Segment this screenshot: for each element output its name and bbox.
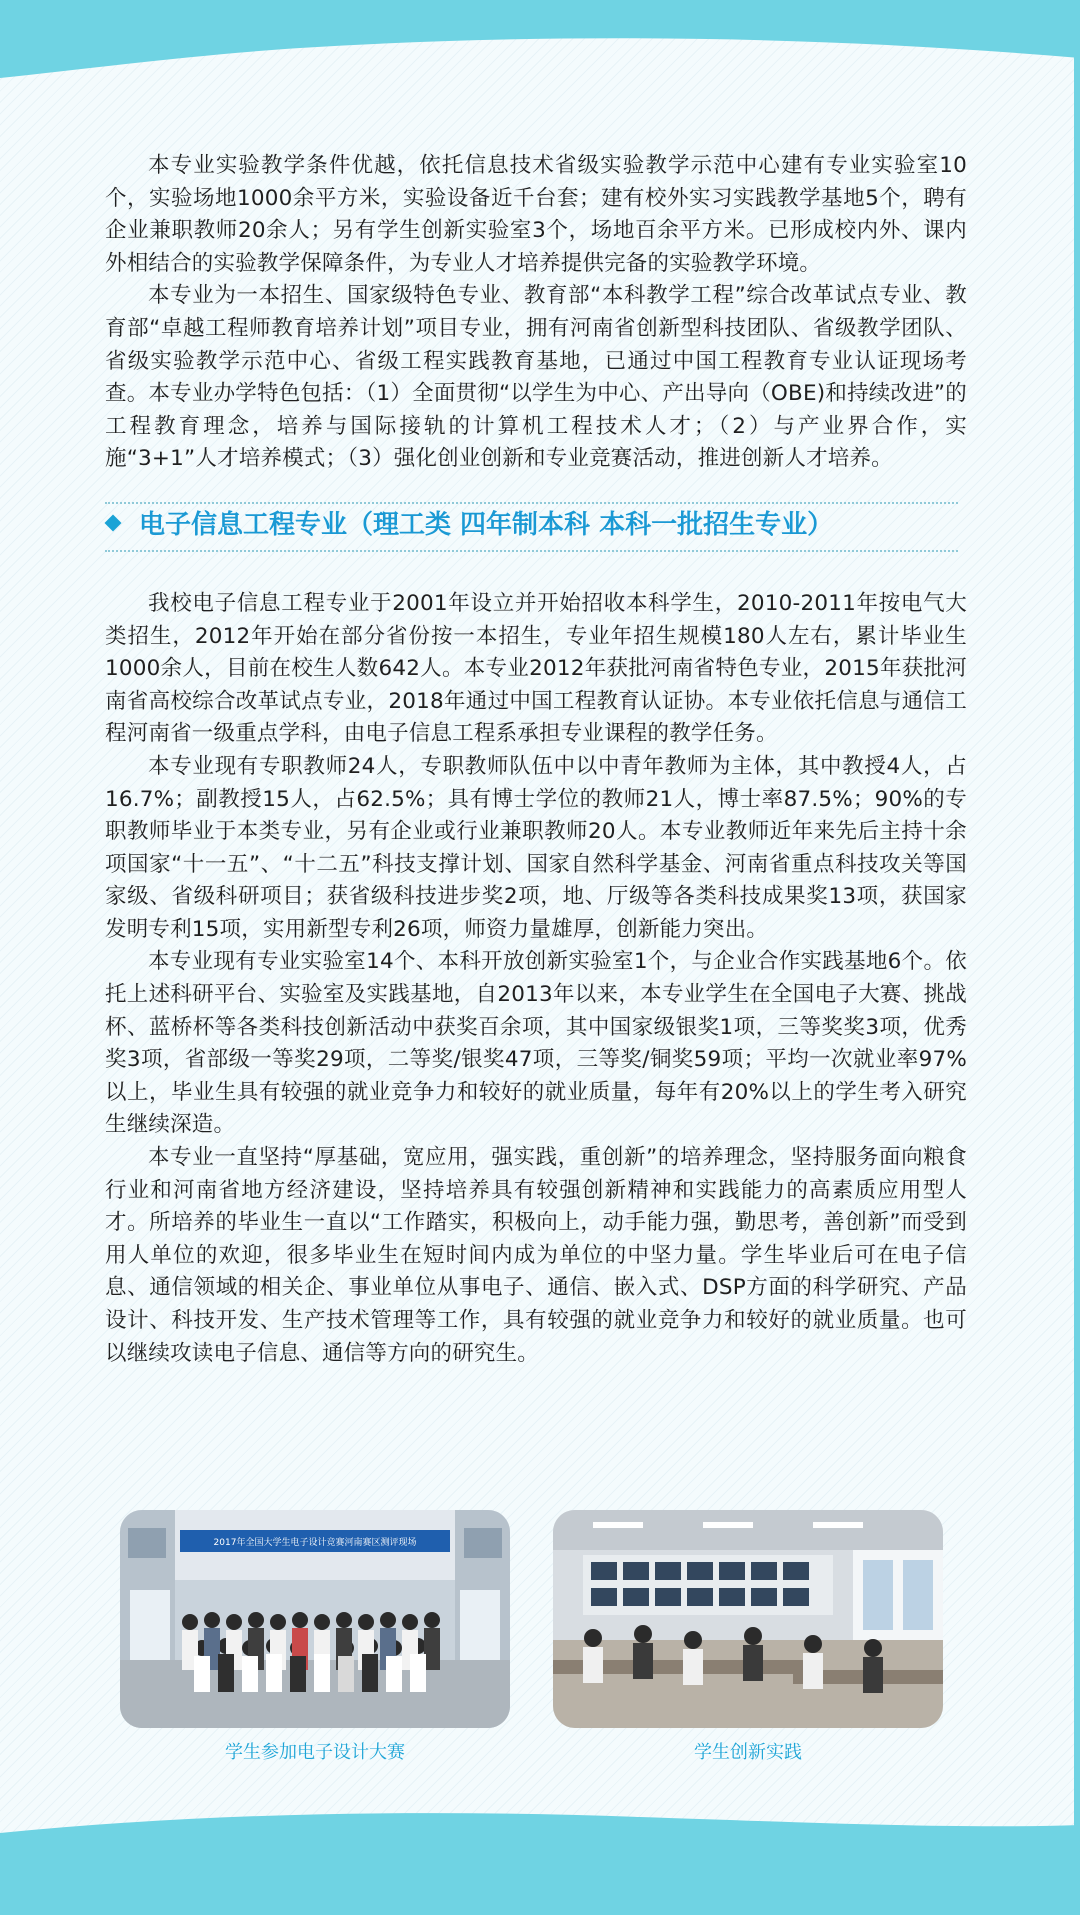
bottom-wave-band xyxy=(0,1795,1080,1915)
page-content xyxy=(105,150,967,1370)
photo-innovation-lab xyxy=(553,1510,943,1728)
heading-dotted-rule-top xyxy=(105,502,958,504)
photo-gallery xyxy=(120,1510,940,1763)
section-title: 电子信息工程专业（理工类 四年制本科 本科一批招生专业） xyxy=(139,509,834,540)
competition-photo-illustration xyxy=(120,1510,510,1728)
photo-competition xyxy=(120,1510,510,1728)
intro-paragraph-1: 本专业实验教学条件优越，依托信息技术省级实验教学示范中心建有专业实验室10个，实验场地1000余平方米，实验设备近千台套；建有校外实习实践教学基地5个，聘有企业兼职教师20余人；另有学生创新实验室3个，场地百余平方米。已形成校内外、课内外相结合的实验教学保障条件，为专业人才培养提供完备的实验教学环境。 xyxy=(105,153,967,276)
section-paragraph-1: 我校电子信息工程专业于2001年设立并开始招收本科学生，2010-2011年按电气大类招生，2012年开始在部分省份按一本招生，专业年招生规模180人左右，累计毕业生1000余人，目前在校生人数642人。本专业2012年获批河南省特色专业，2015年获批河南省高校综合改革试点专业，2018年通过中国工程教育认证协。本专业依托信息与通信工程河南省一级重点学科，由电子信息工程系承担专业课程的教学任务。 xyxy=(105,590,967,747)
right-edge-stripe xyxy=(1074,0,1080,1915)
section-paragraph-3: 本专业现有专业实验室14个、本科开放创新实验室1个，与企业合作实践基地6个。依托上述科研平台、实验室及实践基地，自2013年以来，本专业学生在全国电子大赛、挑战杯、蓝桥杯等各类科技创新活动中获奖百余项，其中国家级银奖1项，三等奖奖3项，优秀奖3项，省部级一等奖29项，二等奖/银奖47项，三等奖/铜奖59项；平均一次就业率97%以上，毕业生具有较强的就业竞争力和较好的就业质量，每年有20%以上的学生考入研究生继续深造。 xyxy=(105,949,967,1138)
photo-caption-competition: 学生参加电子设计大赛 xyxy=(225,1742,405,1763)
section-paragraph-2: 本专业现有专职教师24人，专职教师队伍中以中青年教师为主体，其中教授4人，占16.7%；副教授15人，占62.5%；具有博士学位的教师21人，博士率87.5%；90%的专职教师毕业于本类专业，另有企业或行业兼职教师20人。本专业教师近年来先后主持十余项国家“十一五”、“十二五”科技支撑计划、国家自然科学基金、河南省重点科技攻关等国家级、省级科研项目；获省级科技进步奖2项，地、厅级等各类科技成果奖13项，获国家发明专利15项，实用新型专利26项，师资力量雄厚，创新能力突出。 xyxy=(105,753,967,942)
top-wave-band xyxy=(0,0,1080,95)
section-body xyxy=(105,588,967,1370)
section-heading xyxy=(105,496,967,566)
banner-text: 2017年全国大学生电子设计竞赛河南赛区测评现场 xyxy=(213,1538,417,1548)
section-paragraph-4: 本专业一直坚持“厚基础，宽应用，强实践，重创新”的培养理念，坚持服务面向粮食行业和河南省地方经济建设，坚持培养具有较强创新精神和实践能力的高素质应用型人才。所培养的毕业生一直以“工作踏实，积极向上，动手能力强，勤思考，善创新”而受到用人单位的欢迎，很多毕业生在短时间内成为单位的中坚力量。学生毕业后可在电子信息、通信领域的相关企、事业单位从事电子、通信、嵌入式、DSP方面的科学研究、产品设计、科技开发、生产技术管理等工作，具有较强的就业竞争力和较好的就业质量。也可以继续攻读电子信息、通信等方向的研究生。 xyxy=(105,1145,967,1366)
photo-caption-lab: 学生创新实践 xyxy=(694,1742,802,1763)
diamond-bullet-icon xyxy=(105,514,122,531)
intro-paragraph-2: 本专业为一本招生、国家级特色专业、教育部“本科教学工程”综合改革试点专业、教育部“卓越工程师教育培养计划”项目专业，拥有河南省创新型科技团队、省级教学团队、省级实验教学示范中心、省级工程实践教育基地，已通过中国工程教育专业认证现场考查。本专业办学特色包括：（1）全面贯彻“以学生为中心、产出导向（OBE)和持续改进”的工程教育理念，培养与国际接轨的计算机工程技术人才；（2）与产业界合作，实施“3+1”人才培养模式；（3）强化创业创新和专业竞赛活动，推进创新人才培养。 xyxy=(105,283,967,472)
lab-photo-illustration xyxy=(553,1510,943,1728)
heading-dotted-rule-bottom xyxy=(105,550,958,552)
